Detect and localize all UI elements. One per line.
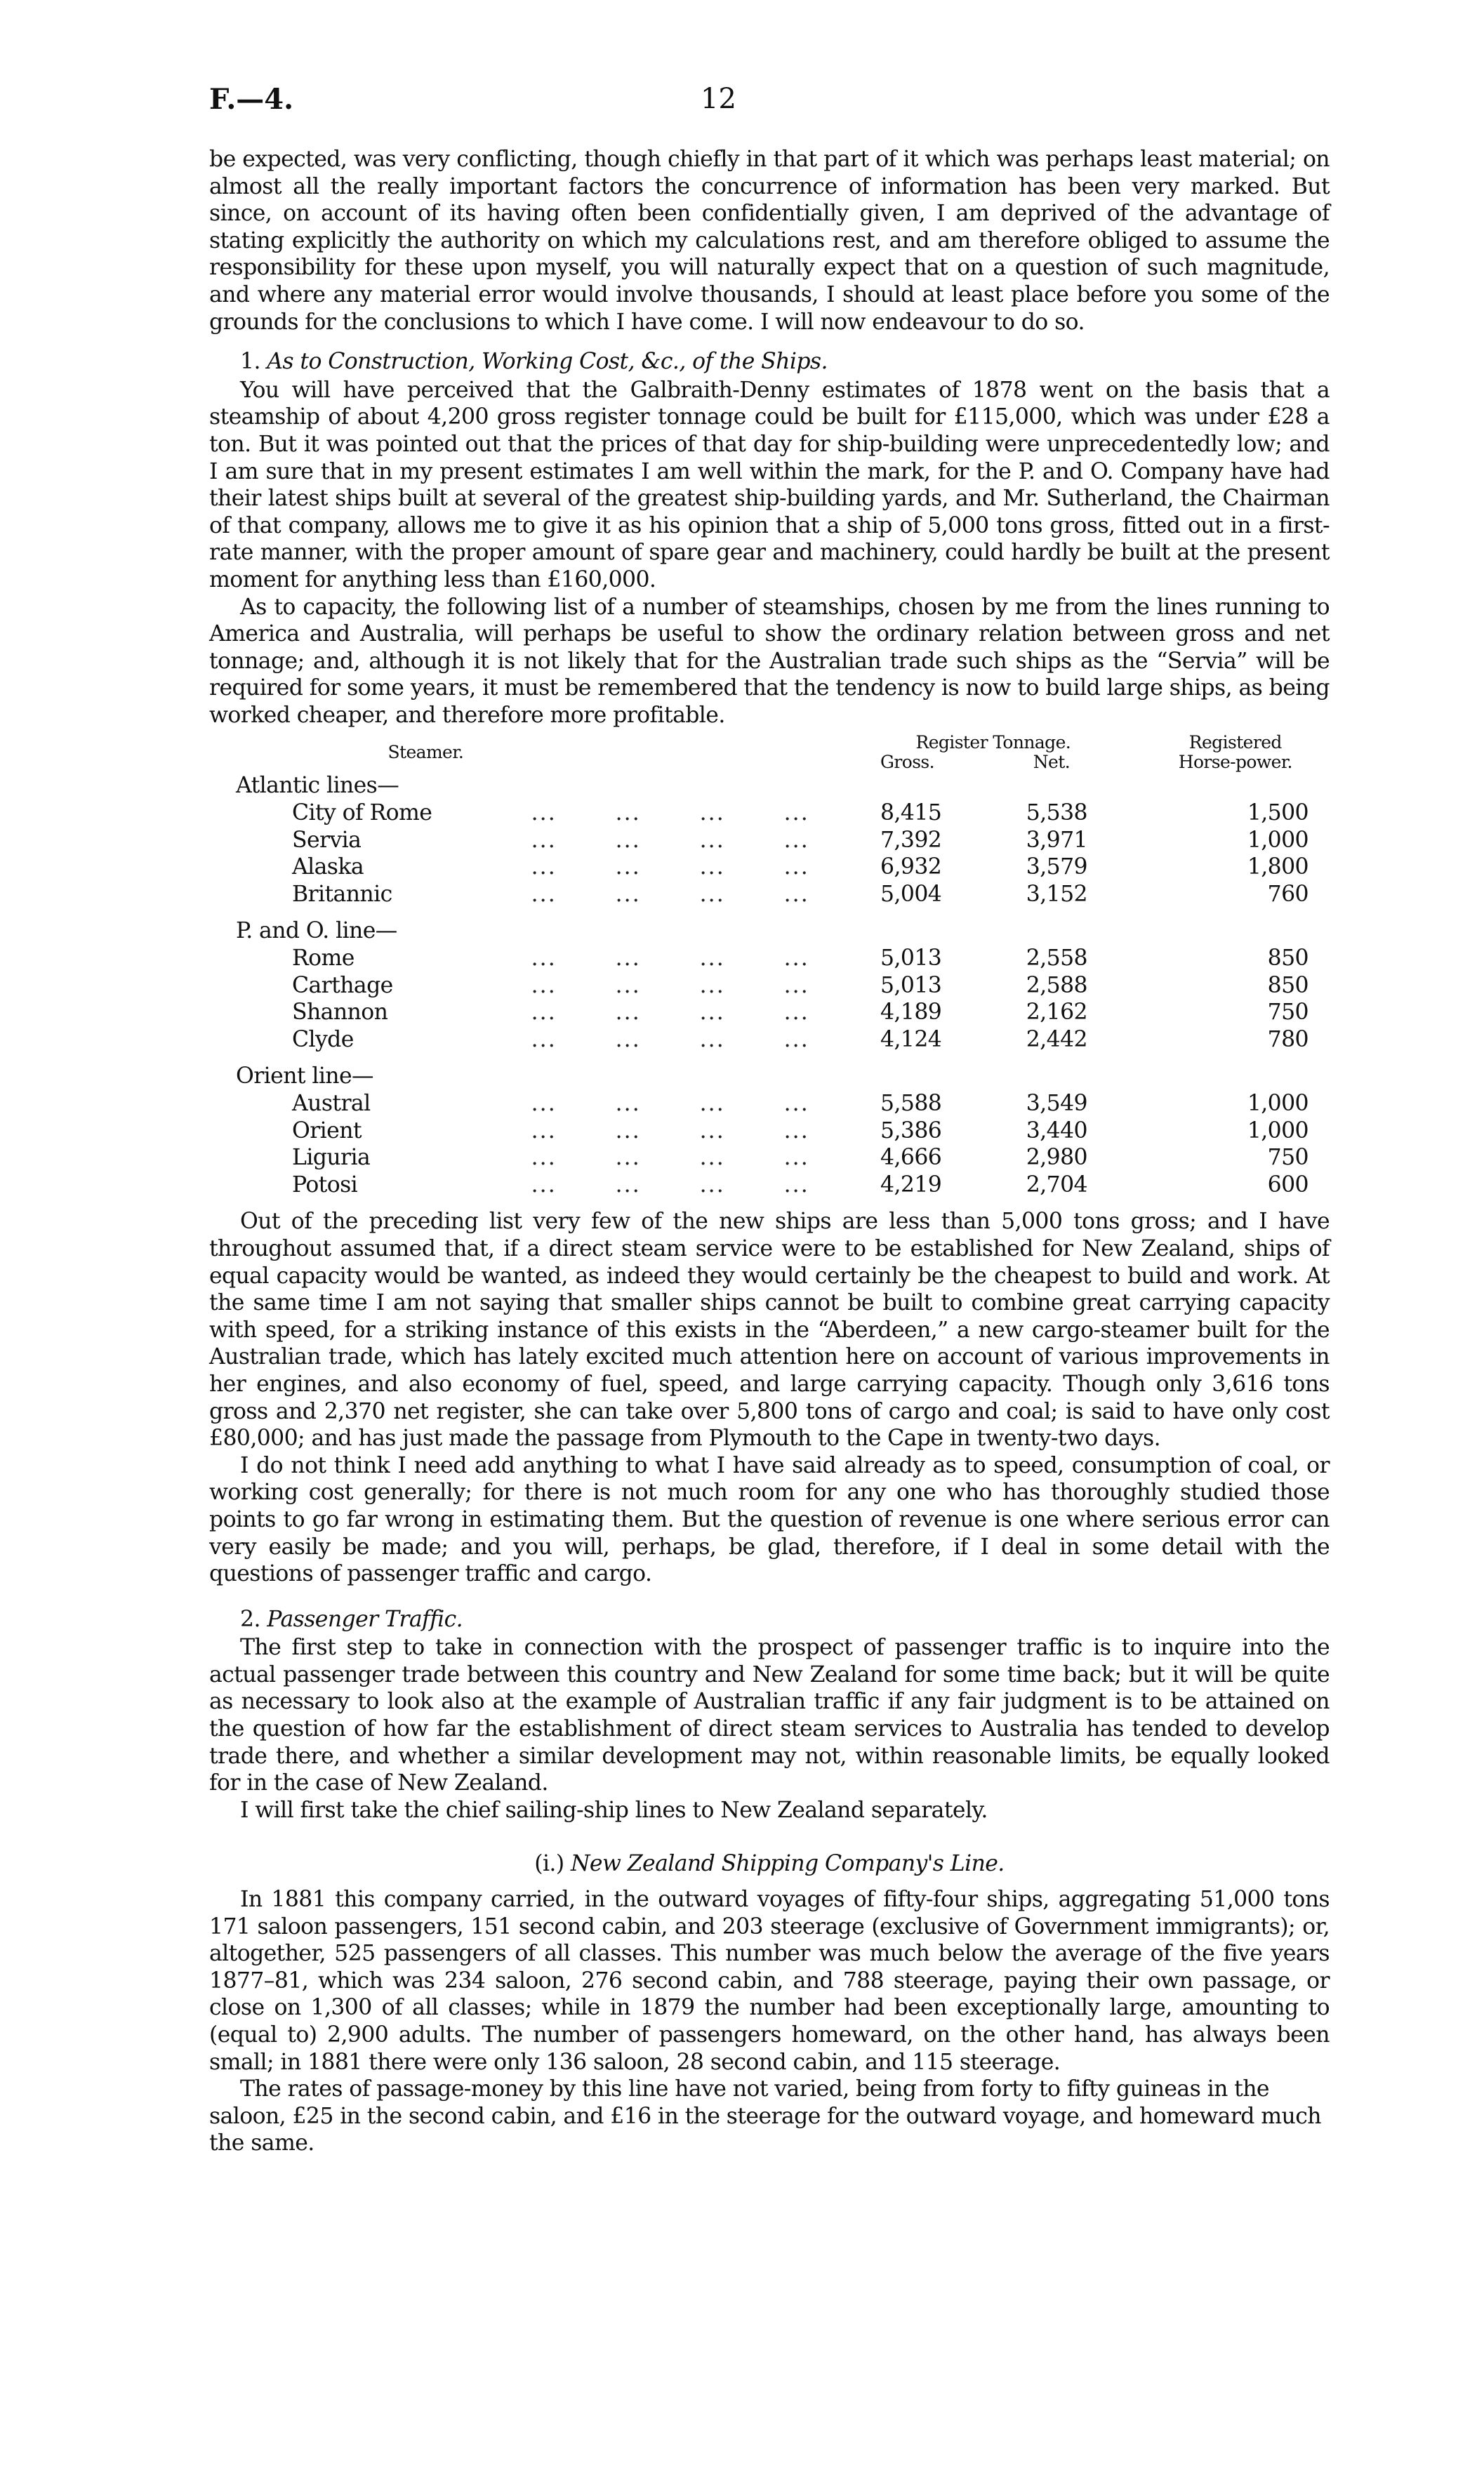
leader-dot-group: ... — [531, 1091, 557, 1116]
horse-power: 1,800 — [1247, 854, 1309, 880]
paragraph: In 1881 this company carried, in the outward voyages of fifty-four ships, aggregating 51,000 tons 171 saloon passengers, 151 second cabin, and 203 steerage (exclusive of Government immigrants); or, altogether, 525 passengers of all classes. This number was much below the average of the five years 1877–81, which was 234 saloon, 276 second cabin, and 788 steerage, paying their own passage, or close on 1,300 of all classes; while in 1879 the number had been exceptionally large, amounting to (equal to) 2,900 adults. The number of passengers homeward, on the other hand, has always been small; in 1881 there were only 136 saloon, 28 second cabin, and 115 steerage. — [209, 1887, 1330, 2075]
ship-name: Carthage — [292, 972, 393, 998]
section-title: As to Construction, Working Cost, &c., of the Ships. — [267, 349, 828, 375]
ship-name: Potosi — [292, 1172, 358, 1198]
leader-dots — [531, 1172, 880, 1199]
leader-dot-group: ... — [699, 881, 725, 907]
leader-dot-group: ... — [783, 972, 809, 998]
leader-dot-group: ... — [615, 1172, 641, 1198]
table-row — [236, 1144, 1330, 1172]
gross-tonnage: 5,386 — [880, 1118, 942, 1143]
group-name: Orient line— — [236, 1063, 373, 1089]
leader-dot-group: ... — [783, 800, 809, 826]
section-heading-construction — [209, 348, 1330, 376]
steamship-table — [236, 733, 1330, 1198]
document-reference: F.—4. — [209, 83, 294, 116]
horse-power: 760 — [1267, 881, 1309, 907]
leader-dot-group: ... — [615, 946, 641, 971]
leader-dot-group: ... — [615, 827, 641, 853]
leader-dot-group: ... — [783, 881, 809, 907]
leader-dots — [531, 800, 880, 827]
leader-dot-group: ... — [615, 1118, 641, 1143]
leader-dot-group: ... — [531, 972, 557, 998]
section-heading-passenger-traffic — [209, 1606, 1330, 1633]
ship-name: Servia — [292, 827, 362, 853]
leader-dots — [531, 1090, 880, 1118]
leader-dots — [531, 854, 880, 881]
ship-name: Shannon — [292, 1000, 388, 1026]
table-row — [236, 881, 1330, 908]
table-row — [236, 972, 1330, 1000]
net-tonnage: 3,549 — [1026, 1091, 1087, 1116]
net-tonnage: 2,588 — [1026, 972, 1087, 998]
horse-power: 750 — [1267, 1145, 1309, 1171]
leader-dot-group: ... — [615, 972, 641, 998]
leader-dots — [531, 972, 880, 1000]
leader-dot-group: ... — [783, 854, 809, 880]
leader-dots — [531, 1118, 880, 1145]
leader-dots — [531, 945, 880, 972]
table-row — [236, 827, 1330, 854]
gross-tonnage: 5,013 — [880, 972, 942, 998]
section-number: 2. — [240, 1606, 260, 1632]
net-tonnage: 2,442 — [1026, 1026, 1087, 1052]
table-row — [236, 1172, 1330, 1199]
header-register-tonnage: Register Tonnage. — [915, 732, 1071, 753]
net-tonnage: 3,579 — [1026, 854, 1087, 880]
ship-name: City of Rome — [292, 800, 432, 826]
horse-power: 1,500 — [1247, 800, 1309, 826]
leader-dot-group: ... — [531, 800, 557, 826]
leader-dot-group: ... — [699, 1145, 725, 1171]
ship-name: Austral — [292, 1091, 371, 1116]
table-row — [236, 1118, 1330, 1145]
ship-name: Clyde — [292, 1026, 354, 1052]
subsection-number: (i.) — [534, 1851, 564, 1877]
gross-tonnage: 5,004 — [880, 881, 942, 907]
header-registered: Registered — [1188, 732, 1282, 753]
net-tonnage: 5,538 — [1026, 800, 1087, 826]
leader-dot-group: ... — [699, 1000, 725, 1026]
table-row — [236, 999, 1330, 1026]
net-tonnage: 2,558 — [1026, 946, 1087, 971]
leader-dot-group: ... — [531, 1172, 557, 1198]
ship-name: Orient — [292, 1118, 362, 1143]
leader-dot-group: ... — [531, 1000, 557, 1026]
header-horse-power: Horse-power. — [1178, 752, 1292, 773]
horse-power: 600 — [1267, 1172, 1309, 1198]
table-row — [236, 854, 1330, 881]
document-body — [209, 146, 1330, 2157]
header-net: Net. — [1033, 752, 1071, 773]
gross-tonnage: 4,666 — [880, 1145, 942, 1171]
gross-tonnage: 5,588 — [880, 1091, 942, 1116]
leader-dots — [531, 1144, 880, 1172]
gross-tonnage: 5,013 — [880, 946, 942, 971]
leader-dot-group: ... — [531, 827, 557, 853]
section-title: Passenger Traffic. — [267, 1606, 463, 1632]
leader-dot-group: ... — [783, 827, 809, 853]
leader-dot-group: ... — [783, 1091, 809, 1116]
table-row — [236, 800, 1330, 827]
horse-power: 750 — [1267, 1000, 1309, 1026]
gross-tonnage: 7,392 — [880, 827, 942, 853]
horse-power: 1,000 — [1247, 1091, 1309, 1116]
leader-dot-group: ... — [699, 1026, 725, 1052]
leader-dot-group: ... — [783, 1000, 809, 1026]
horse-power: 1,000 — [1247, 1118, 1309, 1143]
leader-dot-group: ... — [615, 881, 641, 907]
leader-dot-group: ... — [699, 972, 725, 998]
leader-dot-group: ... — [615, 1145, 641, 1171]
page-number: 12 — [701, 83, 736, 115]
leader-dot-group: ... — [615, 1091, 641, 1116]
net-tonnage: 2,980 — [1026, 1145, 1087, 1171]
leader-dot-group: ... — [615, 1026, 641, 1052]
leader-dot-group: ... — [699, 1118, 725, 1143]
net-tonnage: 3,440 — [1026, 1118, 1087, 1143]
ship-name: Alaska — [292, 854, 364, 880]
leader-dot-group: ... — [783, 1172, 809, 1198]
leader-dot-group: ... — [699, 854, 725, 880]
table-group-row — [236, 1053, 1330, 1090]
leader-dot-group: ... — [699, 946, 725, 971]
net-tonnage: 2,704 — [1026, 1172, 1087, 1198]
leader-dot-group: ... — [783, 946, 809, 971]
paragraph: Out of the preceding list very few of the new ships are less than 5,000 tons gross; and I have throughout assumed that, if a direct steam service were to be established for New Zealand, ships of equal capacity would be wanted, as indeed they would certainly be the cheapest to build and work. At the same time I am not saying that smaller ships cannot be built to combine great carrying capacity with speed, for a striking instance of this exists in the “Aberdeen,” a new cargo-steamer built for the Australian trade, which has lately excited much attention here on account of various improvements in her engines, and also economy of fuel, speed, and large carrying capacity. Though only 3,616 tons gross and 2,370 net register, she can take over 5,800 tons of cargo and coal; is said to have only cost £80,000; and has just made the passage from Plymouth to the Cape in twenty-two days. — [209, 1209, 1330, 1452]
gross-tonnage: 4,124 — [880, 1026, 942, 1052]
header-gross: Gross. — [880, 752, 935, 773]
table-group-row — [236, 772, 1330, 800]
leader-dot-group: ... — [531, 946, 557, 971]
table-group-row — [236, 908, 1330, 945]
leader-dot-group: ... — [531, 1026, 557, 1052]
leader-dot-group: ... — [783, 1026, 809, 1052]
leader-dot-group: ... — [699, 1091, 725, 1116]
leader-dot-group: ... — [615, 800, 641, 826]
gross-tonnage: 8,415 — [880, 800, 942, 826]
table-row — [236, 1026, 1330, 1054]
net-tonnage: 3,971 — [1026, 827, 1087, 853]
gross-tonnage: 4,219 — [880, 1172, 942, 1198]
leader-dots — [531, 881, 880, 908]
horse-power: 780 — [1267, 1026, 1309, 1052]
paragraph: I do not think I need add anything to what I have said already as to speed, consumption of coal, or working cost generally; for there is not much room for any one who has thoroughly studied those points to go far wrong in estimating them. But the question of revenue is one where serious error can very easily be made; and you will, perhaps, be glad, therefore, if I deal in some detail with the questions of passenger traffic and cargo. — [209, 1452, 1330, 1587]
horse-power: 850 — [1267, 946, 1309, 971]
horse-power: 850 — [1267, 972, 1309, 998]
leader-dot-group: ... — [699, 1172, 725, 1198]
gross-tonnage: 4,189 — [880, 1000, 942, 1026]
ship-name: Rome — [292, 946, 355, 971]
leader-dot-group: ... — [783, 1118, 809, 1143]
subsection-heading-nz-shipping — [209, 1850, 1330, 1878]
leader-dot-group: ... — [531, 1118, 557, 1143]
gross-tonnage: 6,932 — [880, 854, 942, 880]
leader-dot-group: ... — [783, 1145, 809, 1171]
table-row — [236, 1090, 1330, 1118]
leader-dot-group: ... — [531, 1145, 557, 1171]
leader-dots — [531, 827, 880, 854]
subsection-title: New Zealand Shipping Company's Line. — [570, 1851, 1005, 1877]
section-number: 1. — [240, 349, 260, 375]
paragraph: The first step to take in connection with the prospect of passenger traffic is to inquire into the actual passenger trade between this country and New Zealand for some time back; but it will be quite as necessary to look also at the example of Australian traffic if any fair judgment is to be attained on the question of how far the establishment of direct steam services to Australia has tended to develop trade there, and whether a similar development may not, within reasonable limits, be equally looked for in the case of New Zealand. — [209, 1635, 1330, 1796]
leader-dots — [531, 999, 880, 1026]
paragraph: I will first take the chief sailing-ship lines to New Zealand separately. — [240, 1797, 988, 1823]
leader-dot-group: ... — [699, 827, 725, 853]
leader-dot-group: ... — [531, 854, 557, 880]
ship-name: Liguria — [292, 1145, 371, 1171]
leader-dots — [531, 1026, 880, 1054]
header-steamer: Steamer. — [387, 742, 464, 763]
leader-dot-group: ... — [615, 1000, 641, 1026]
group-name: Atlantic lines— — [236, 773, 399, 799]
leader-dot-group: ... — [615, 854, 641, 880]
net-tonnage: 2,162 — [1026, 1000, 1087, 1026]
paragraph: The rates of passage-money by this line have not varied, being from forty to fifty guineas in the saloon, £25 in the second cabin, and £16 in the steerage for the outward voyage, and homeward much the same. — [209, 2076, 1321, 2156]
paragraph: As to capacity, the following list of a number of steamships, chosen by me from the lines running to America and Australia, will perhaps be useful to show the ordinary relation between gross and net tonnage; and, although it is not likely that for the Australian trade such ships as the “Servia” will be required for some years, it must be remembered that the tendency is now to build large ships, as being worked cheaper, and therefore more profitable. — [209, 594, 1330, 728]
leader-dot-group: ... — [699, 800, 725, 826]
horse-power: 1,000 — [1247, 827, 1309, 853]
paragraph: be expected, was very conflicting, though chiefly in that part of it which was perhaps least material; on almost all the really important factors the concurrence of information has been very marked. But since, on account of its having often been confidentially given, I am deprived of the advantage of stating explicitly the authority on which my calculations rest, and am therefore obliged to assume the responsibility for these upon myself, you will naturally expect that on a question of such magnitude, and where any material error would involve thousands, I should at least place before you some of the grounds for the conclusions to which I have come. I will now endeavour to do so. — [209, 147, 1330, 335]
paragraph: You will have perceived that the Galbraith-Denny estimates of 1878 went on the basis that a steamship of about 4,200 gross register tonnage could be built for £115,000, which was under £28 a ton. But it was pointed out that the prices of that day for ship-building were unprecedentedly low; and I am sure that in my present estimates I am well within the mark, for the P. and O. Company have had their latest ships built at several of the greatest ship-building yards, and Mr. Sutherland, the Chairman of that company, allows me to give it as his opinion that a ship of 5,000 tons gross, fitted out in a first-rate manner, with the proper amount of spare gear and machinery, could hardly be built at the present moment for anything less than £160,000. — [209, 377, 1330, 592]
leader-dot-group: ... — [531, 881, 557, 907]
group-name: P. and O. line— — [236, 918, 397, 944]
page-header — [209, 83, 1330, 125]
net-tonnage: 3,152 — [1026, 881, 1087, 907]
table-row — [236, 945, 1330, 972]
ship-name: Britannic — [292, 881, 392, 907]
